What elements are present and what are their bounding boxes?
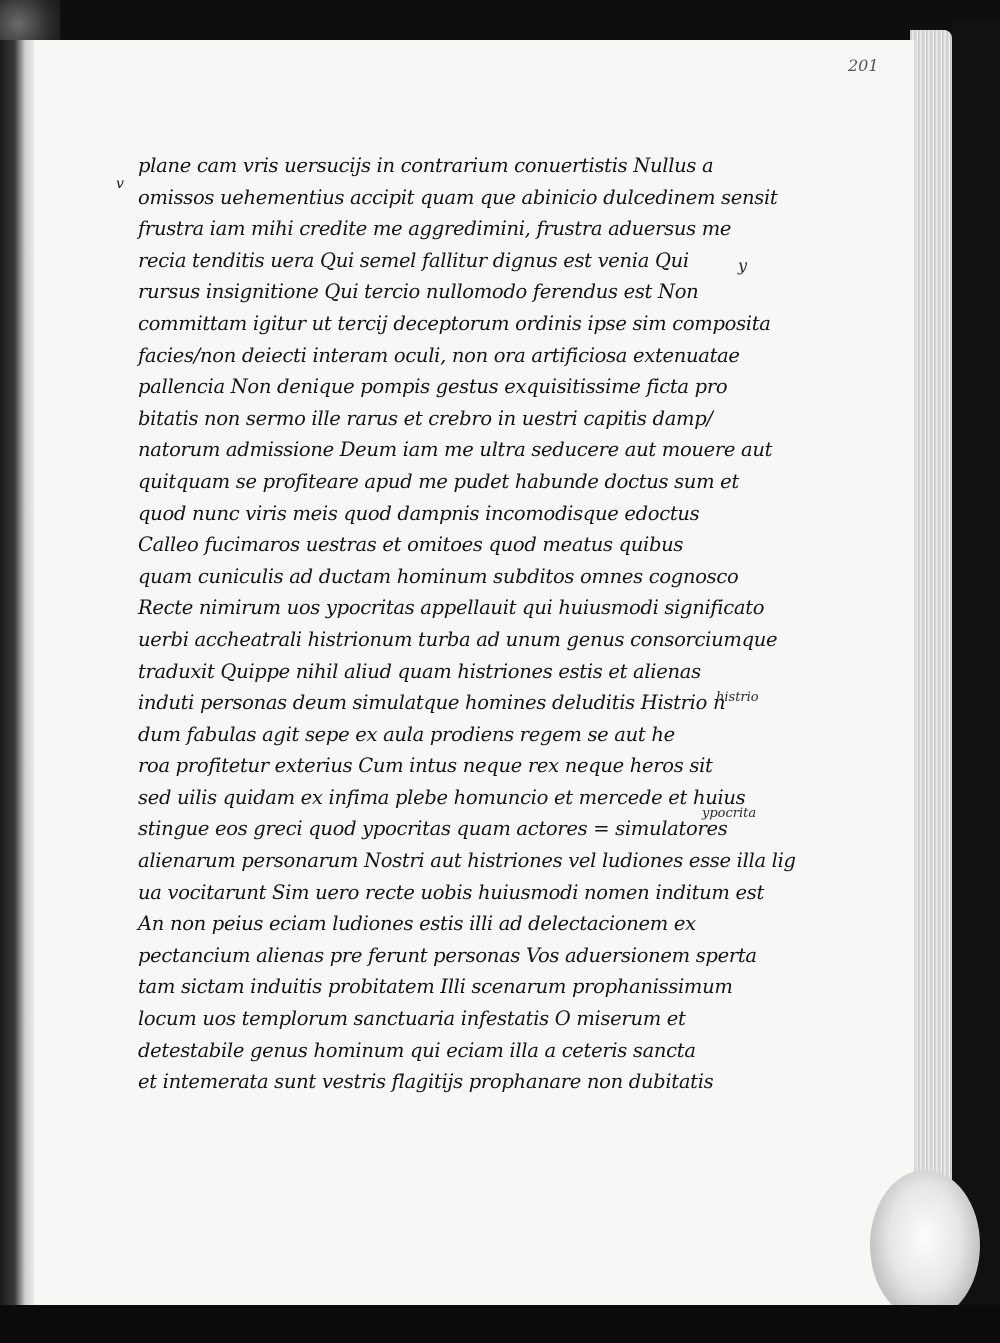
left-margin-mark: v <box>116 176 124 192</box>
folio-number: 201 <box>848 56 879 75</box>
text-line: natorum admissione Deum iam me ultra seducere aut mouere aut <box>138 438 773 462</box>
text-line: et intemerata sunt vestris flagitijs prophanare non dubitatis <box>138 1070 714 1094</box>
scan-background-bottom <box>0 1305 1000 1343</box>
seal-stamp <box>870 1170 980 1320</box>
text-column <box>138 150 796 1098</box>
text-line: quam cuniculis ad ductam hominum subditos omnes cognosco <box>138 564 739 588</box>
text-line: locum uos templorum sanctuaria infestatis O miserum et <box>138 1007 686 1031</box>
text-line: alienarum personarum Nostri aut histriones vel ludiones esse illa lig <box>138 849 796 873</box>
text-line: ua vocitarunt Sim uero recte uobis huiusmodi nomen inditum est <box>138 880 764 904</box>
text-line: pallencia Non denique pompis gestus exquisitissime ficta pro <box>138 375 728 399</box>
margin-note-ypocrita: ypocrita <box>702 806 757 821</box>
text-line: committam igitur ut tercij deceptorum ordinis ipse sim composita <box>138 311 771 335</box>
scan-background-right <box>952 20 1000 1343</box>
text-line: An non peius eciam ludiones estis illi ad delectacionem ex <box>138 912 696 936</box>
text-line: traduxit Quippe nihil aliud quam histriones estis et alienas <box>138 659 701 683</box>
text-line: detestabile genus hominum qui eciam illa a ceteris sancta <box>138 1038 696 1062</box>
text-line: dum fabulas agit sepe ex aula prodiens regem se aut he <box>138 722 675 746</box>
page-edges <box>910 30 952 1300</box>
text-line: quod nunc viris meis quod dampnis incomodisque edoctus <box>138 501 700 525</box>
text-line: roa profitetur exterius Cum intus neque rex neque heros sit <box>138 754 713 778</box>
binding-spine <box>0 40 36 1343</box>
text-line: omissos uehementius accipit quam que abinicio dulcedinem sensit <box>138 185 778 209</box>
text-line: bitatis non sermo ille rarus et crebro in uestri capitis damp/ <box>138 406 713 430</box>
text-line: sed uilis quidam ex infima plebe homuncio et mercede et huius <box>138 785 746 809</box>
text-line: Calleo fucimaros uestras et omitoes quod meatus quibus <box>138 533 684 557</box>
text-line: facies/non deiecti interam oculi, non ora artificiosa extenuatae <box>138 343 740 367</box>
text-line: stingue eos greci quod ypocritas quam actores = simulatores <box>138 817 728 841</box>
text-line: plane cam vris uersucijs in contrarium conuertistis Nullus a <box>138 154 714 177</box>
text-line: uerbi accheatrali histrionum turba ad unum genus consorciumque <box>138 627 778 651</box>
text-line: quitquam se profiteare apud me pudet habunde doctus sum et <box>138 469 739 493</box>
text-line: induti personas deum simulatque homines deluditis Histrio n <box>138 691 726 715</box>
text-line: rursus insignitione Qui tercio nullomodo ferendus est Non <box>138 280 699 304</box>
text-line: recia tenditis uera Qui semel fallitur dignus est venia Qui <box>138 248 689 272</box>
text-line: pectancium alienas pre ferunt personas Vos aduersionem sperta <box>138 943 757 967</box>
text-line: tam sictam induitis probitatem Illi scenarum prophanissimum <box>138 975 733 999</box>
margin-note-y: y <box>738 256 748 275</box>
margin-note-histrio: histrio <box>716 690 759 705</box>
text-line: frustra iam mihi credite me aggredimini, frustra aduersus me <box>138 217 732 241</box>
text-line: Recte nimirum uos ypocritas appellauit qui huiusmodi significato <box>138 596 765 620</box>
